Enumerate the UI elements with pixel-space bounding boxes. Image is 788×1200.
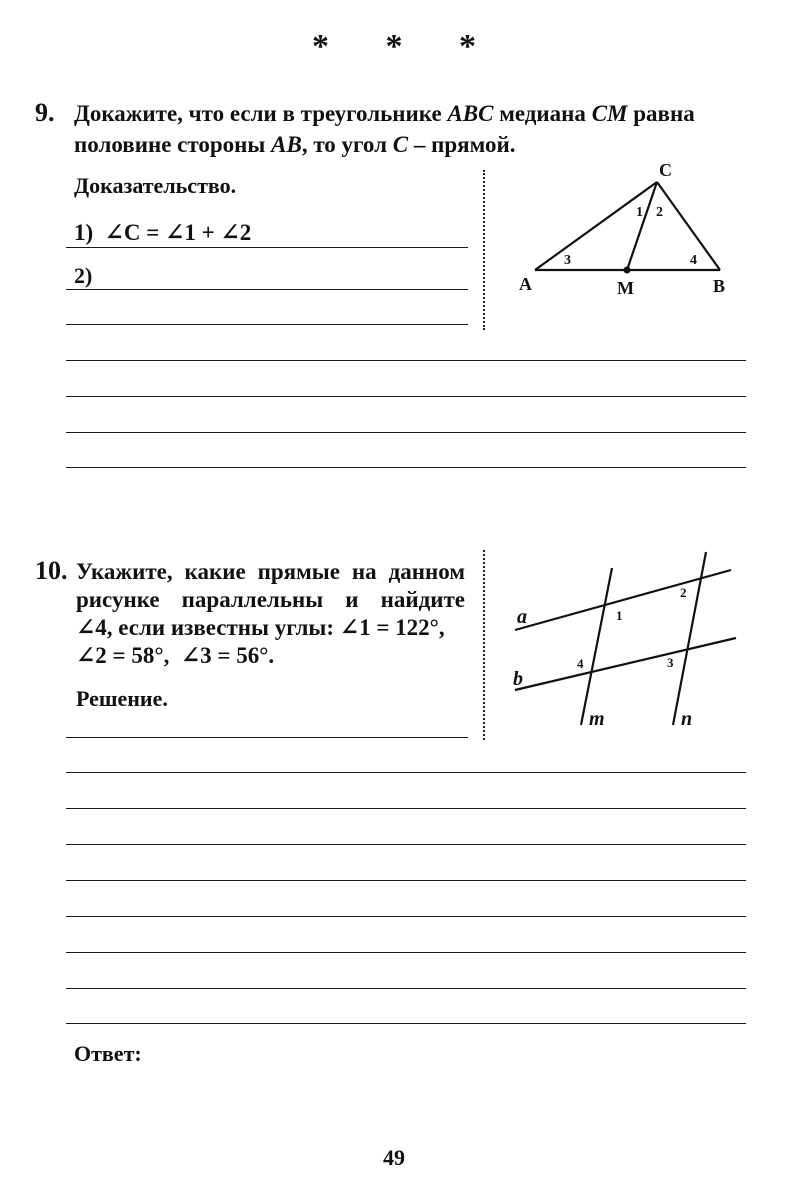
angle-1-label: 1 (616, 608, 623, 623)
task10-line2: рисунке параллельны и найдите (76, 587, 465, 612)
column-divider (483, 170, 485, 330)
section-separator (0, 28, 788, 66)
label-m: M (617, 278, 634, 298)
answer-line[interactable] (66, 247, 468, 248)
angle-1-label: 1 (636, 205, 643, 220)
line-b (515, 638, 736, 690)
task10-number: 10. (35, 556, 68, 585)
triangle-figure (505, 158, 745, 298)
task9-side-name: AB (271, 132, 302, 157)
task10-answer-label: Ответ: (74, 1041, 142, 1066)
label-m: m (589, 708, 605, 730)
answer-line[interactable] (66, 432, 746, 433)
task9-statement-line1 (74, 98, 754, 129)
column-divider (483, 550, 485, 740)
answer-line[interactable] (66, 808, 746, 809)
label-n: n (681, 708, 693, 730)
task9-triangle-name: ABC (447, 101, 494, 126)
answer-line[interactable] (66, 467, 746, 468)
answer-line[interactable] (66, 324, 468, 325)
label-a: a (517, 606, 527, 628)
angle-2-label: 2 (680, 585, 687, 600)
label-a: A (519, 274, 532, 294)
line-m (581, 568, 612, 725)
label-b: B (713, 276, 726, 296)
median-cm (627, 182, 657, 270)
answer-line[interactable] (66, 289, 468, 290)
line-n (673, 552, 706, 725)
separator-star: * (459, 28, 476, 65)
angle-3-label: 3 (564, 253, 571, 268)
answer-line[interactable] (66, 988, 746, 989)
label-c: C (659, 160, 672, 180)
task10-line1: Укажите, какие прямые на данном (76, 559, 465, 584)
task9-proof-label: Доказательство. (74, 173, 237, 198)
task9-statement-line2 (74, 129, 515, 160)
task10-solution-label: Решение. (76, 686, 168, 711)
answer-line[interactable] (66, 737, 468, 738)
task9-step1: 1) ∠C = ∠1 + ∠2 (74, 220, 252, 245)
answer-line[interactable] (66, 952, 746, 953)
answer-line[interactable] (66, 916, 746, 917)
angle-3-label: 3 (667, 655, 674, 670)
task9-text: – прямой. (408, 132, 516, 157)
answer-line[interactable] (66, 1023, 746, 1024)
side-cb (657, 182, 720, 270)
task10-line4: ∠2 = 58°, ∠3 = 56°. (76, 643, 275, 668)
task9-text: равна (627, 101, 695, 126)
angle-4-label: 4 (577, 656, 584, 671)
point-m-dot (624, 267, 631, 274)
side-ac (535, 182, 657, 270)
task9-text: Докажите, что если в треугольнике (74, 101, 448, 126)
task10-line3: ∠4, если известны углы: ∠1 = 122°, (76, 615, 445, 640)
task9-median-name: CM (591, 101, 628, 126)
label-b: b (513, 668, 523, 690)
answer-line[interactable] (66, 772, 746, 773)
answer-line[interactable] (66, 880, 746, 881)
separator-star: * (385, 28, 403, 65)
task9-text: , то угол (301, 132, 393, 157)
task9-number: 9. (35, 98, 55, 127)
task9-text: половине стороны (74, 132, 272, 157)
task9-step2: 2) (74, 263, 93, 288)
page-number: 49 (383, 1145, 405, 1170)
separator-star: * (312, 28, 329, 65)
line-a (515, 570, 731, 630)
task9-text: медиана (493, 101, 592, 126)
answer-line[interactable] (66, 396, 746, 397)
angle-4-label: 4 (690, 253, 697, 268)
parallel-lines-figure (505, 550, 740, 730)
task9-angle-name: C (392, 132, 409, 157)
answer-line[interactable] (66, 360, 746, 361)
answer-line[interactable] (66, 844, 746, 845)
angle-2-label: 2 (656, 205, 663, 220)
